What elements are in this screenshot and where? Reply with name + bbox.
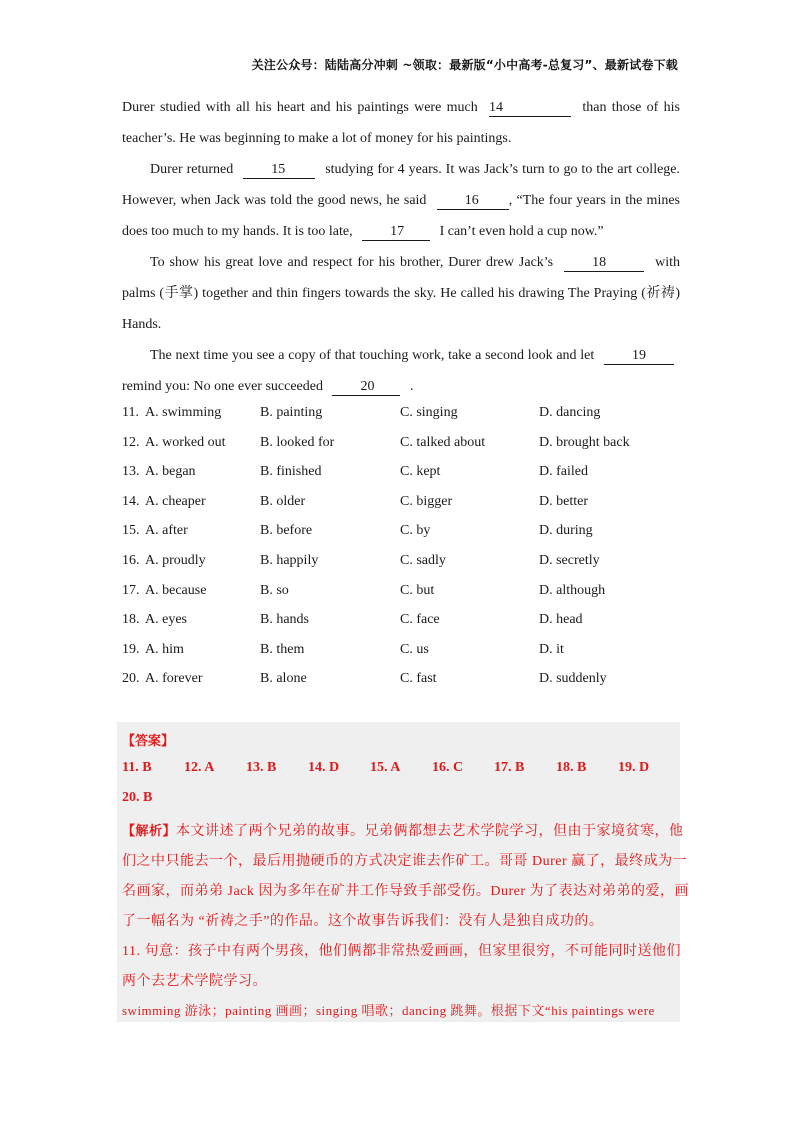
question-number: 19. [122, 641, 140, 657]
passage-text: with palms (手掌) together and thin fingers towards the sky. He called his drawing The Praying (祈祷) Hands. [122, 255, 681, 332]
answer-item: 14. D [308, 760, 340, 775]
blank-20: 20 [332, 379, 400, 396]
analysis-line [122, 820, 684, 840]
passage-text: remind you: No one ever succeeded [122, 379, 323, 394]
passage-text: The next time you see a copy of that touching work, take a second look and let [150, 348, 595, 363]
analysis-line: 们之中只能去一个，最后用抛硬币的方式决定谁去作矿工。哥哥 Durer 赢了，最终成为一 [122, 854, 688, 869]
option-d: D. brought back [539, 434, 630, 450]
option-b: B. before [260, 523, 313, 539]
option-c: C. by [400, 523, 431, 539]
option-b: B. older [260, 493, 306, 509]
option-c: C. bigger [400, 493, 453, 509]
option-row-15 [122, 516, 682, 546]
option-row-12 [122, 428, 682, 458]
paragraph-1 [122, 92, 680, 154]
analysis-line: 了一幅名为 “祈祷之手”的作品。这个故事告诉我们：没有人是独自成功的。 [122, 914, 604, 929]
blank-19: 19 [604, 348, 674, 365]
option-b: B. them [260, 641, 305, 657]
option-d: D. head [539, 612, 583, 628]
option-a: A. forever [145, 671, 203, 687]
option-b: B. hands [260, 612, 309, 628]
option-b: B. looked for [260, 434, 335, 450]
explanation-line: 两个去艺术学院学习。 [122, 974, 267, 989]
option-row-20 [122, 664, 682, 694]
answer-key-row [122, 760, 680, 776]
option-b: B. finished [260, 464, 322, 480]
answer-item: 16. C [432, 760, 464, 775]
option-b: B. painting [260, 405, 323, 420]
option-a: A. him [145, 641, 184, 657]
option-a: A. eyes [145, 612, 187, 628]
passage-text: than those of his teacher’s. He was beginning to make a lot of money for his paintings. [122, 100, 681, 146]
paragraph-2 [122, 154, 680, 247]
answer-section [117, 722, 690, 1022]
analysis-tag: 【解析】 [122, 824, 177, 839]
blank-16: 16 [437, 193, 509, 210]
option-b: B. happily [260, 552, 319, 568]
question-number: 14. [122, 493, 140, 509]
passage-text: , “The four years in the mines does too much to my hands. It is too late, [122, 193, 681, 239]
paragraph-4 [122, 340, 680, 402]
option-c: C. sadly [400, 552, 446, 568]
option-row-11 [122, 398, 682, 428]
blank-17: 17 [362, 224, 430, 241]
option-a: A. cheaper [145, 493, 206, 509]
passage-text: Durer returned [150, 162, 234, 177]
passage-text: . [409, 379, 414, 394]
passage-text: To show his great love and respect for his brother, Durer drew Jack’s [150, 255, 554, 270]
blank-14: 14 [489, 100, 571, 117]
answer-key-row [122, 790, 152, 806]
passage [122, 92, 680, 402]
answer-item: 18. B [556, 760, 587, 775]
option-d: D. secretly [539, 552, 600, 568]
option-c: C. singing [400, 405, 458, 420]
option-d: D. although [539, 582, 606, 598]
option-a: A. swimming [145, 405, 222, 420]
passage-text: Durer studied with all his heart and his paintings were much [122, 100, 478, 115]
option-a: A. proudly [145, 552, 206, 568]
option-c: C. fast [400, 671, 437, 687]
answer-heading [122, 730, 174, 750]
option-d: D. suddenly [539, 671, 607, 687]
answer-item: 20. B [122, 790, 153, 805]
analysis-text: 本文讲述了两个兄弟的故事。兄弟俩都想去艺术学院学习，但由于家境贫寒，他 [176, 824, 684, 839]
option-c: C. talked about [400, 434, 486, 450]
question-number: 18. [122, 612, 140, 628]
explanation-line: swimming 游泳；painting 画画；singing 唱歌；dancing 跳舞。根据下文“his paintings were [122, 1003, 655, 1018]
question-number: 20. [122, 671, 140, 687]
option-b: B. so [260, 582, 289, 598]
passage-text: studying for 4 years. It was Jack’s turn to go to the art college. However, when Jack was told the good news, he said [122, 162, 681, 208]
option-row-13 [122, 457, 682, 487]
question-number: 13. [122, 464, 140, 480]
question-number: 12. [122, 434, 140, 450]
option-a: A. began [145, 464, 196, 480]
option-row-16 [122, 546, 682, 576]
answer-item: 11. B [122, 760, 152, 775]
option-a: A. because [145, 582, 207, 598]
question-number: 15. [122, 523, 140, 539]
answer-item: 13. B [246, 760, 277, 775]
explanation-line: 11. 句意：孩子中有两个男孩，他们俩都非常热爱画画，但家里很穷，不可能同时送他们 [122, 944, 681, 959]
option-c: C. but [400, 582, 435, 598]
option-d: D. better [539, 493, 588, 509]
paragraph-3 [122, 247, 680, 340]
passage-text: I can’t even hold a cup now.” [439, 224, 604, 239]
option-row-14 [122, 487, 682, 517]
blank-15: 15 [243, 162, 315, 179]
option-a: A. worked out [145, 434, 226, 450]
option-c: C. us [400, 641, 429, 657]
option-d: D. it [539, 641, 564, 657]
option-c: C. kept [400, 464, 441, 480]
question-number: 17. [122, 582, 140, 598]
answer-item: 17. B [494, 760, 525, 775]
option-d: D. dancing [539, 405, 601, 420]
question-number: 11. [122, 405, 139, 420]
page-header: 关注公众号：陆陆高分冲刺 ~领取：最新版“小中高考-总复习”、最新试卷下载 [251, 58, 678, 72]
option-row-17 [122, 576, 682, 606]
question-number: 16. [122, 552, 140, 568]
option-d: D. during [539, 523, 593, 539]
option-c: C. face [400, 612, 440, 628]
option-row-18 [122, 605, 682, 635]
options-list [122, 398, 682, 694]
answer-item: 19. D [618, 760, 650, 775]
blank-18: 18 [564, 255, 644, 272]
option-row-19 [122, 635, 682, 665]
option-b: B. alone [260, 671, 307, 687]
option-a: A. after [145, 523, 188, 539]
option-d: D. failed [539, 464, 588, 480]
analysis-line: 名画家，而弟弟 Jack 因为多年在矿井工作导致手部受伤。Durer 为了表达对弟弟的爱，画 [122, 884, 690, 899]
answer-item: 12. A [184, 760, 215, 775]
answer-item: 15. A [370, 760, 401, 775]
answer-tag: 【答案】 [122, 734, 175, 749]
